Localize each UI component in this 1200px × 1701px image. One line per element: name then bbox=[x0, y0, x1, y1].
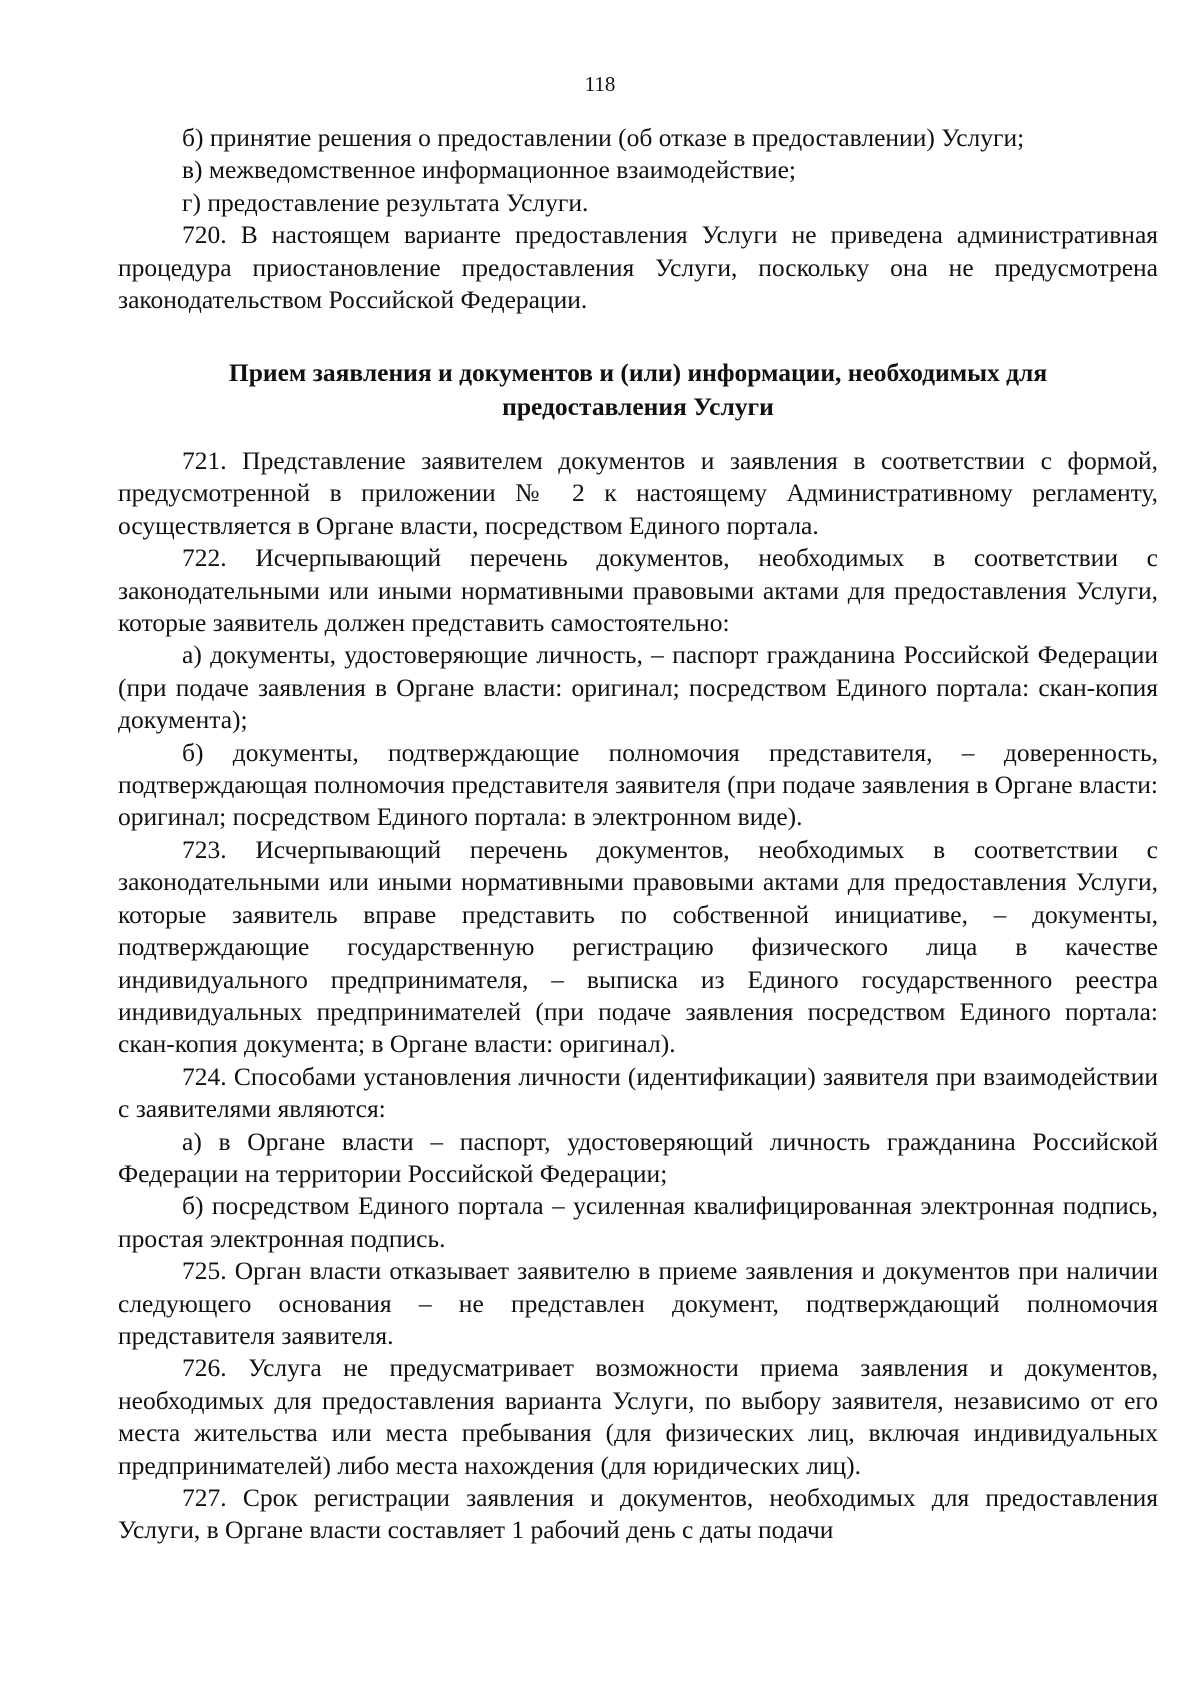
section-heading bbox=[118, 356, 1158, 424]
page-number: 118 bbox=[584, 72, 616, 96]
list-item-b: б) принятие решения о предоставлении (об отказе в предоставлении) Услуги; bbox=[182, 123, 1025, 152]
paragraph-722: 722. Исчерпывающий перечень документов, необходимых в соответствии с законодательными или иными нормативными правовыми актами для предоставления Услуги, которые заявитель должен представить самостоятельно: bbox=[118, 543, 1158, 638]
paragraph-723: 723. Исчерпывающий перечень документов, необходимых в соответствии с законодательными или иными нормативными правовыми актами для предоставления Услуги, которые заявитель вправе представить по собственной инициативе, – документы, подтверждающие государственную регистрацию физического лица в качестве индивидуального предпринимателя, – выписка из Единого государственного реестра индивидуальных предпринимателей (при подаче заявления посредством Единого портала: скан-копия документа; в Органе власти: оригинал). bbox=[118, 834, 1158, 1059]
paragraph-724: 724. Способами установления личности (идентификации) заявителя при взаимодействии с заявителями являются: bbox=[118, 1061, 1158, 1124]
paragraph-724-b: б) посредством Единого портала – усиленная квалифицированная электронная подпись, простая электронная подпись. bbox=[118, 1191, 1158, 1253]
paragraph-722-a: а) документы, удостоверяющие личность, – паспорт гражданина Российской Федерации (при подаче заявления в Органе власти: оригинал; посредством Единого портала: скан-копия документа); bbox=[118, 640, 1158, 735]
paragraph-720: 720. В настоящем варианте предоставления Услуги не приведена административная процедура приостановление предоставления Услуги, поскольку она не предусмотрена законодательством Российской Федерации. bbox=[118, 220, 1158, 315]
paragraph-725: 725. Орган власти отказывает заявителю в приеме заявления и документов при наличии следующего основания – не представлен документ, подтверждающий полномочия представителя заявителя. bbox=[118, 1256, 1158, 1350]
section-heading-line-2: предоставления Услуги bbox=[502, 392, 774, 421]
top-text-block bbox=[118, 122, 1158, 316]
list-item-g: г) предоставление результата Услуги. bbox=[182, 187, 589, 217]
paragraph-727: 727. Срок регистрации заявления и документов, необходимых для предоставления Услуги, в Органе власти составляет 1 рабочий день с даты подачи bbox=[118, 1483, 1158, 1545]
main-text-block bbox=[118, 445, 1158, 1547]
paragraph-724-a: а) в Органе власти – паспорт, удостоверяющий личность гражданина Российской Федерации на территории Российской Федерации; bbox=[118, 1126, 1158, 1188]
list-item-v: в) межведомственное информационное взаимодействие; bbox=[182, 155, 796, 185]
paragraph-726: 726. Услуга не предусматривает возможности приема заявления и документов, необходимых для предоставления варианта Услуги, по выбору заявителя, независимо от его места жительства или места пребывания (для физических лиц, включая индивидуальных предпринимателей) либо места нахождения (для юридических лиц). bbox=[118, 1353, 1158, 1480]
paragraph-722-b: б) документы, подтверждающие полномочия представителя, – доверенность, подтверждающая полномочия представителя заявителя (при подаче заявления в Органе власти: оригинал; посредством Единого портала: в электронном виде). bbox=[118, 737, 1158, 832]
section-heading-line-1: Прием заявления и документов и (или) информации, необходимых для bbox=[228, 358, 1048, 387]
paragraph-721: 721. Представление заявителем документов и заявления в соответствии с формой, предусмотренной в приложении № 2 к настоящему Административному регламенту, осуществляется в Органе власти, посредством Единого портала. bbox=[118, 446, 1158, 540]
